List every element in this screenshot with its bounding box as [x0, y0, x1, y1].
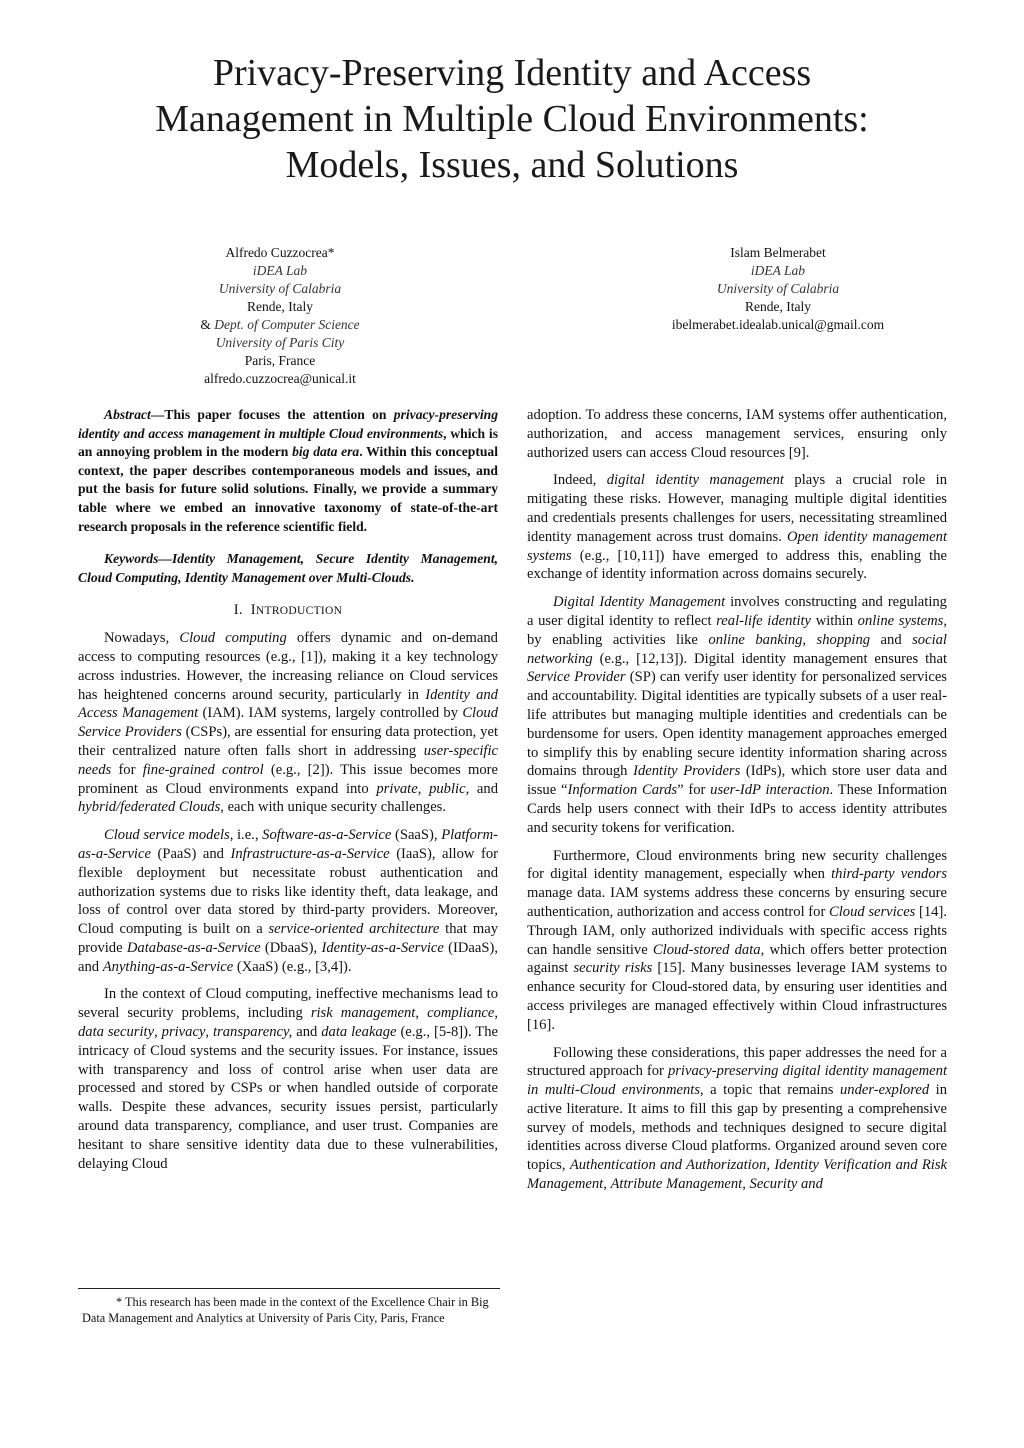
emph: third-party vendors [831, 866, 947, 883]
text: Following these considerations, this paper addresses the need for a structured approach for [527, 1044, 947, 1080]
keywords-label: Keywords— [104, 551, 172, 567]
emph: digital identity management [606, 472, 784, 489]
author-email: alfredo.cuzzocrea@unical.it [204, 371, 356, 386]
emph: Identity-as-a-Service [321, 939, 444, 956]
emph: Service Provider [527, 669, 626, 686]
text: (IdPs), which store user data and issue “ [527, 763, 947, 799]
abstract-text: , which is an annoying problem in the modern [78, 425, 498, 460]
right-paragraph-2 [527, 471, 947, 584]
right-paragraph-4 [527, 847, 947, 1035]
text: Nowadays, [104, 630, 180, 647]
text: [14]. Through IAM, only authorized individuals with specific access rights can handle sensitive [527, 903, 947, 958]
text: , [603, 1176, 611, 1193]
text: , and [465, 780, 498, 797]
text: , by enabling activities like [527, 612, 948, 648]
text: in active literature. It aims to fill this gap by presenting a comprehensive survey of models, methods and techniques designed to secure digital identities across diverse Cloud platforms. Organized around seven core topics, [527, 1082, 947, 1174]
emph: shopping [816, 631, 871, 648]
text: offers dynamic and on-demand access to computing resources (e.g., [1]), making it a key technology across industries. However, the increasing reliance on Cloud services has heightened concerns around security, particularly in [78, 630, 498, 703]
text: (PaaS) and [150, 845, 231, 862]
emph: Identity Providers [633, 763, 741, 780]
paper-title [60, 50, 964, 188]
text: ” for [677, 782, 711, 799]
author-email: ibelmerabet.idealab.unical@gmail.com [671, 317, 885, 332]
dept-prefix: & [200, 317, 215, 332]
text: (e.g., [12,13]). Digital identity management ensures that [592, 650, 947, 667]
text: , [154, 1024, 162, 1041]
author-university: University of Calabria [716, 281, 840, 296]
emph: Attribute Management [610, 1176, 743, 1193]
text: manage data. IAM systems address these concerns by ensuring secure authentication, authorization and access control for [527, 885, 947, 920]
text: and [870, 631, 913, 648]
text: [15]. Many businesses leverage IAM systems to enhance security for Cloud-stored data, by ensuring user identities and access privileges are managed effectively within Cloud infrastructures [16]. [527, 960, 947, 1033]
emph: Platform-as-a-Service [78, 827, 498, 862]
emph: risk management [310, 1005, 416, 1022]
emph: Identity Verification and Risk Management [527, 1157, 947, 1193]
emph: Infrastructure-as-a-Service [230, 845, 390, 862]
text: (IaaS), allow for flexible deployment but necessitate robust authentication and authorization systems due to risks like identity theft, data leakage, and loss of control over data stored by third-party providers. Moreover, Cloud computing is built on a [78, 845, 498, 938]
footnote-divider [78, 1288, 500, 1289]
right-paragraph-5 [527, 1044, 947, 1194]
emph: transparency, [213, 1024, 293, 1041]
emph: Cloud service models [104, 827, 230, 844]
author-university-2: University of Paris City [215, 335, 345, 350]
emph: service-oriented architecture [268, 921, 440, 938]
abstract-label: Abstract— [104, 407, 165, 422]
author-city-2: Paris, France [244, 353, 316, 368]
emph: fine-grained control [142, 761, 264, 778]
author-dept: Dept. of Computer Science [214, 317, 360, 332]
emph: privacy [161, 1024, 206, 1041]
author-block-2 [628, 244, 928, 334]
emph: public [429, 780, 466, 797]
emph: data leakage [321, 1024, 397, 1041]
emph: hybrid/federated Clouds [78, 799, 221, 816]
emph: Information Cards [567, 782, 678, 799]
text: (e.g., [2]). This issue becomes more prominent as Cloud environments expand into [78, 761, 498, 797]
intro-paragraph-3 [78, 985, 498, 1173]
text: , [205, 1024, 213, 1041]
text: , [766, 1157, 775, 1174]
title-line-1: Privacy-Preserving Identity and Access [212, 52, 812, 94]
emph: data security [78, 1024, 155, 1041]
text: . These Information Cards help users connect with their IdPs to access identity attributes and security tokens for verification. [527, 782, 947, 836]
author-block-1 [130, 244, 430, 388]
text: (IAM). IAM systems, largely controlled by [198, 705, 463, 722]
text: , [742, 1176, 750, 1193]
text: , a topic that remains [700, 1082, 840, 1099]
text: , [802, 631, 817, 648]
footnote: * This research has been made in the context of the Excellence Chair in Big Data Management and Analytics at University of Paris City, Paris, France [82, 1295, 489, 1325]
text: , [494, 1005, 498, 1022]
text: , which offers better protection against [527, 941, 947, 977]
right-paragraph-1: adoption. To address these concerns, IAM systems offer authentication, authorization, and access management services, ensuring only authorized users can access Cloud resources [9]. [527, 407, 947, 461]
text: Furthermore, Cloud environments bring new security challenges for digital identity management, especially when [527, 847, 947, 883]
author-university: University of Calabria [218, 281, 342, 296]
emph: Digital Identity Management [553, 594, 726, 611]
author-lab: iDEA Lab [252, 263, 308, 278]
text: and [292, 1024, 322, 1041]
section-number: I. [233, 602, 243, 619]
emph: under-explored [839, 1082, 930, 1099]
emph: privacy-preserving digital identity management in multi-Cloud environments [527, 1063, 947, 1099]
text: , i.e., [229, 827, 263, 844]
emph: Open identity management systems [527, 528, 947, 564]
text: , [417, 780, 430, 797]
text: (e.g., [5-8]). The intricacy of Cloud systems and the security issues. For instance, issues with transparency and loss of control arise when user data are processed and stored by CSPs or when handled outside of corporate walls. Despite these advances, security issues persist, particularly around data transparency, compliance, and user trust. Companies are hesitant to share sensitive identity data due to these vulnerabilities, delaying Cloud [78, 1024, 498, 1172]
emph: compliance [427, 1005, 495, 1022]
text: In the context of Cloud computing, ineffective mechanisms lead to several security problems, including [78, 986, 498, 1022]
author-lab: iDEA Lab [750, 263, 806, 278]
text: (e.g., [10,11]) have emerged to address this, enabling the exchange of identity information across domains securely. [527, 547, 947, 583]
abstract-emph: big data era [292, 444, 360, 460]
right-column [527, 406, 947, 1203]
intro-paragraph-2 [78, 826, 498, 976]
emph: private [376, 780, 418, 797]
section-title-initial: I [250, 602, 256, 619]
emph: Authentication and Authorization [569, 1157, 767, 1174]
emph: social networking [527, 631, 947, 667]
author-dept-line [130, 316, 430, 334]
text: plays a crucial role in mitigating these risks. However, managing multiple digital identities and credentials presents challenges for users, necessitating streamlined identity management across trust domains. [527, 472, 947, 545]
text: (SP) can verify user identity for personalized services and accountability. Digital identities are typically subsets of a user real-life attributes but managing multiple identities and credentials can be burdensome for users. Open identity management approaches emerged to simplify this by enabling secure identity information sharing across domains through [527, 669, 947, 780]
text: Indeed, [553, 472, 607, 489]
abstract-emph: privacy-preserving identity and access management in multiple Cloud environments [78, 407, 498, 441]
emph: Anything-as-a-Service [102, 958, 234, 975]
emph: Identity and Access Management [78, 686, 498, 722]
text: for [111, 761, 143, 778]
emph: security risks [573, 960, 653, 977]
emph: Database-as-a-Service [126, 939, 261, 956]
text: (DbaaS), [260, 939, 322, 956]
text: , [415, 1005, 428, 1022]
author-city: Rende, Italy [745, 299, 811, 314]
emph: Software-as-a-Service [262, 827, 392, 844]
emph: Cloud computing [179, 630, 287, 647]
text: (XaaS) (e.g., [3,4]). [233, 958, 352, 975]
title-line-3: Models, Issues, and Solutions [285, 144, 739, 186]
emph: Cloud-stored data [652, 941, 761, 958]
text: (SaaS), [391, 827, 442, 844]
emph: online systems [857, 612, 944, 629]
author-city: Rende, Italy [247, 299, 313, 314]
right-paragraph-3 [527, 593, 947, 837]
text: involves constructing and regulating a user digital identity to reflect [527, 594, 947, 629]
author-name: Alfredo Cuzzocrea* [225, 245, 335, 260]
section-heading-introduction [78, 601, 498, 621]
emph: Cloud Service Providers [78, 705, 498, 741]
author-name: Islam Belmerabet [730, 245, 826, 260]
text: that may provide [78, 921, 498, 956]
abstract [78, 406, 498, 536]
text: (CSPs), are essential for ensuring data protection, yet their centralized nature often falls short in addressing [78, 724, 499, 759]
title-line-2: Management in Multiple Cloud Environments: [155, 98, 869, 140]
keywords [78, 550, 498, 587]
abstract-text: This paper focuses the attention on [164, 407, 394, 422]
emph: user-specific needs [78, 742, 498, 778]
emph: real-life identity [716, 612, 812, 629]
emph: Cloud services [829, 903, 916, 920]
keywords-text: Identity Management, Secure Identity Management, Cloud Computing, Identity Management over Multi-Clouds. [78, 551, 498, 585]
left-column [78, 406, 498, 1182]
emph: online banking [708, 631, 803, 648]
intro-paragraph-1 [78, 629, 498, 817]
emph: user-IdP interaction [710, 782, 830, 799]
text: , each with unique security challenges. [220, 799, 446, 816]
text: within [811, 612, 858, 629]
text: (IDaaS), and [78, 939, 498, 975]
abstract-text: . Within this conceptual context, the paper describes contemporaneous models and issues, and put the basis for future solid solutions. Finally, we provide a summary table where we embed an innovative taxonomy of state-of-the-art research proposals in the reference scientific field. [78, 444, 498, 534]
emph: Security and [749, 1176, 823, 1193]
section-title-rest: NTRODUCTION [255, 605, 343, 618]
